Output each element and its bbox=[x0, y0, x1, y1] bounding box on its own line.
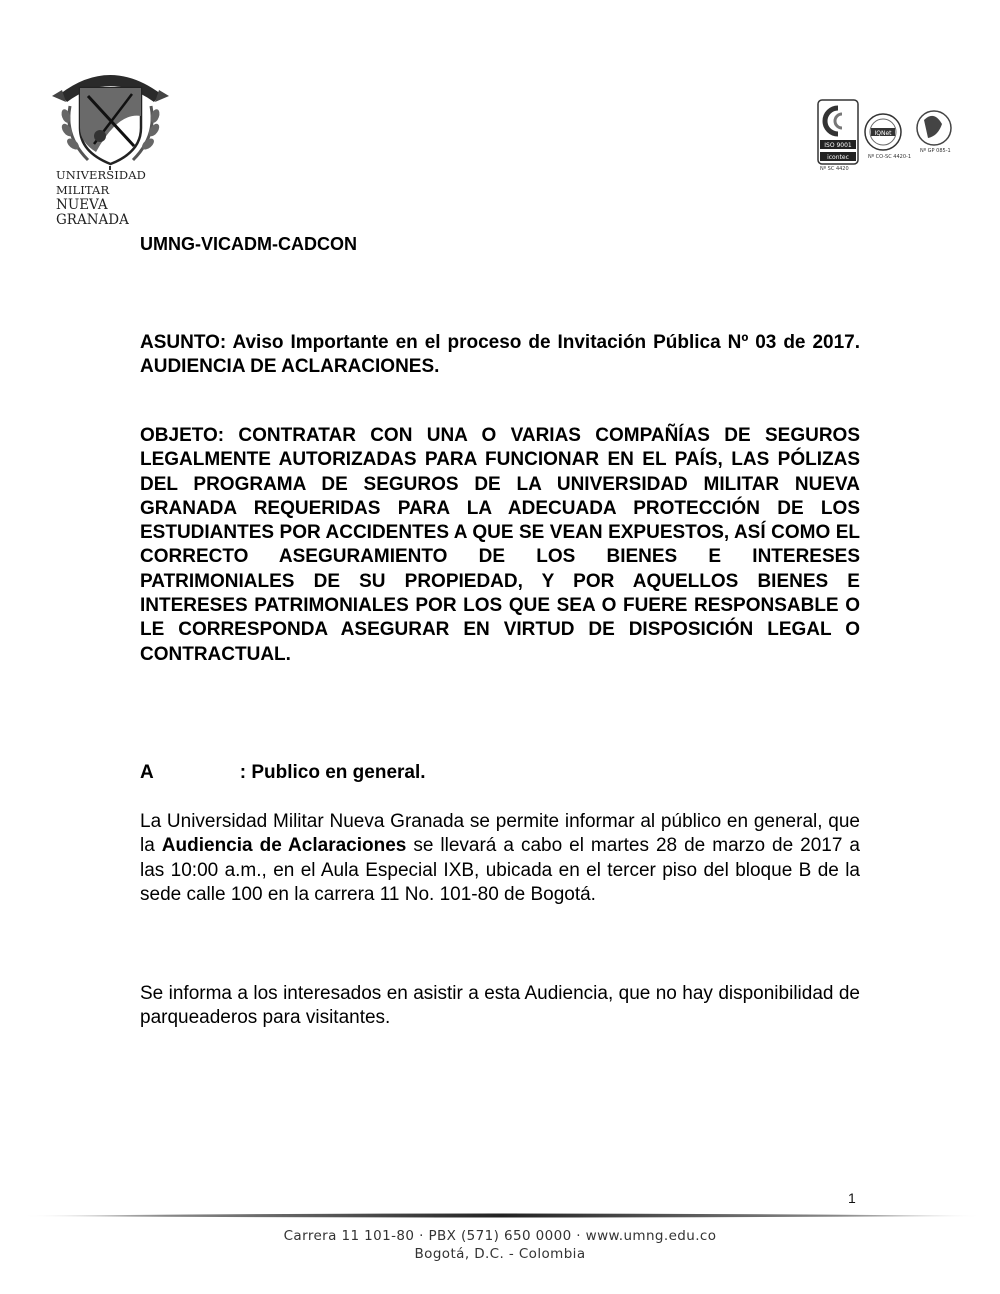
ntcgp-code: Nº GP 085-1 bbox=[920, 148, 951, 154]
footer-city: Bogotá, D.C. - Colombia bbox=[414, 1246, 586, 1262]
body1-post: se llevará a cabo el martes 28 de marzo de 2017 a las 10:00 a.m., en el Aula Especial IXB, ubicada en el tercer piso del bloque B de la sede calle 100 en la carrera 11 No. 101-80 de Bogotá. bbox=[140, 835, 860, 905]
addressee-label: A bbox=[140, 762, 154, 783]
body-paragraph-1 bbox=[140, 810, 860, 907]
document-reference: UMNG-VICADM-CADCON bbox=[140, 234, 357, 254]
icontec-code: Nº SC 4420 bbox=[820, 166, 849, 172]
page-number: 1 bbox=[848, 1190, 856, 1206]
icontec-label: icontec bbox=[827, 154, 849, 161]
asunto-text: Aviso Importante en el proceso de Invitación Pública Nº 03 de 2017. AUDIENCIA DE ACLARACIONES. bbox=[140, 332, 860, 378]
body1-bold: Audiencia de Aclaraciones bbox=[161, 835, 407, 857]
asunto-paragraph bbox=[140, 331, 860, 380]
certification-badges bbox=[814, 98, 959, 178]
asunto-label: ASUNTO: bbox=[140, 332, 227, 353]
body1-pre: La Universidad Militar Nueva Granada se permite informar al público en general, que la bbox=[140, 811, 860, 857]
objeto-paragraph: OBJETO: CONTRATAR CON UNA O VARIAS COMPAÑÍAS DE SEGUROS LEGALMENTE AUTORIZADAS PARA FUNCIONAR EN EL PAÍS, LAS PÓLIZAS DEL PROGRAMA DE SEGUROS DE LA UNIVERSIDAD MILITAR NUEVA GRANADA REQUERIDAS PARA LA ADECUADA PROTECCIÓN DE LOS ESTUDIANTES POR ACCIDENTES A QUE SE VEAN EXPUESTOS, ASÍ COMO EL CORRECTO ASEGURAMIENTO DE LOS BIENES E INTERESES PATRIMONIALES DE SU PROPIEDAD, Y POR AQUELLOS BIENES E INTERESES PATRIMONIALES POR LOS QUE SEA O FUERE RESPONSABLE O LE CORRESPONDA ASEGURAR EN VIRTUD DE DISPOSICIÓN LEGAL O CONTRACTUAL. bbox=[140, 425, 860, 665]
logo-line-1: UNIVERSIDAD MILITAR bbox=[56, 168, 146, 197]
footer-address: Carrera 11 101-80 · PBX (571) 650 0000 · www.umng.edu.co bbox=[283, 1228, 717, 1244]
logo-line-2: NUEVA GRANADA bbox=[56, 197, 129, 228]
iqnet-label: IQNet bbox=[874, 130, 892, 137]
body-paragraph-2: Se informa a los interesados en asistir a esta Audiencia, que no hay disponibilidad de parqueaderos para visitantes. bbox=[140, 983, 860, 1029]
footer-divider bbox=[22, 1208, 982, 1218]
university-name-logo bbox=[56, 168, 176, 228]
iqnet-code: Nº CO-SC 4420-1 bbox=[868, 154, 912, 160]
addressee-text: : Publico en general. bbox=[239, 762, 426, 783]
iso-label: ISO 9001 bbox=[824, 142, 852, 149]
addressee-line bbox=[140, 762, 860, 784]
